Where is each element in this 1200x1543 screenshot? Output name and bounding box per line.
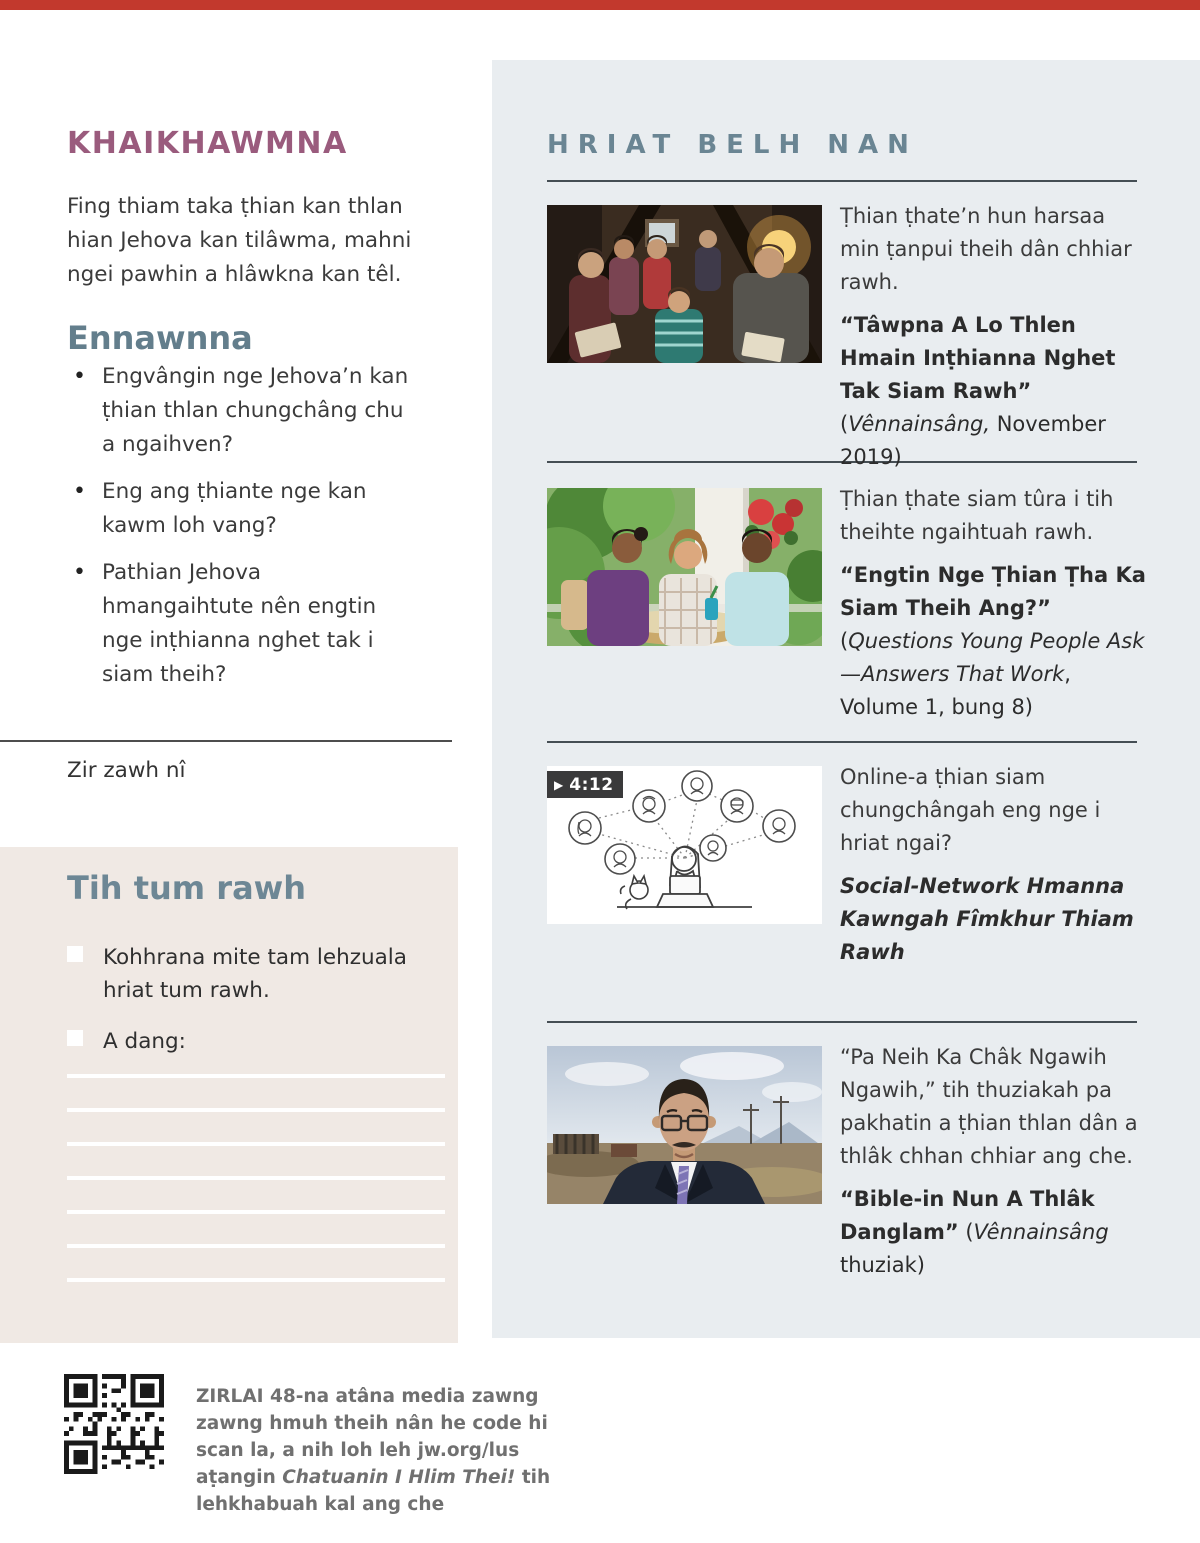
review-question: • Engvângin nge Jehova’n kan ṭhian thlan chungchâng chu a ngaihven? [67,360,417,462]
friends-cafe-photo [547,488,822,646]
writing-line[interactable] [67,1108,445,1112]
study-group-photo [547,205,822,363]
review-heading: Ennawnna [67,318,253,357]
item-instruction: Ṭhian ṭhate siam tûra i tih theihte ngaihtuah rawh. [840,487,1114,544]
shoulder-bag [561,580,589,630]
qr-instructions: ZIRLAI 48-na atâna media zawng zawng hmuh theih nân he code hi scan la, a nih loh leh jw.org/lus aṭangin Chatuanin I Hlim Thei! tih lehkhabuah kal ang che [196,1386,551,1515]
item-instruction: Ṭhian ṭhate’n hun harsaa min ṭanpui theih dân chhiar rawh. [840,204,1132,294]
writing-line[interactable] [67,1278,445,1282]
social-network-video-thumbnail[interactable] [547,766,822,924]
left-divider [0,740,452,742]
writing-line[interactable] [67,1074,445,1078]
review-question: • Pathian Jehova hmangaihtute nên engtin nge inṭhianna nghet tak i siam theih? [67,556,417,692]
writing-line[interactable] [67,1142,445,1146]
drink-glass [705,598,718,620]
more-info-item [840,1041,1148,1282]
goal-checkbox[interactable] [67,946,83,962]
goal-checkbox[interactable] [67,1030,83,1046]
bible-study-portrait-photo [547,1046,822,1204]
item-reference: “Engtin Nge Ṭhian Ṭha Ka Siam Theih Ang?” (Questions Young People Ask—Answers That Work, Volume 1, bung 8) [840,563,1146,719]
goal-label: A dang: [103,1029,186,1054]
video-duration-badge [547,771,623,798]
completion-date-label: Zir zawh nî [67,758,186,783]
qr-code [64,1374,164,1474]
review-questions [67,360,417,705]
goal-item [67,1025,407,1058]
item-reference: “Bible-in Nun A Thlâk Danglam” (Vênnainsâng thuziak) [840,1187,1109,1277]
goal-label: Kohhrana mite tam lehzuala hriat tum rawh. [103,945,407,1003]
more-info-heading: HRIAT BELH NAN [547,129,918,160]
section-rule [547,741,1137,743]
section-rule [547,180,1137,182]
writing-line[interactable] [67,1244,445,1248]
item-instruction: Online-a ṭhian siam chungchângah eng nge i hriat ngai? [840,765,1101,855]
goal-box [0,847,458,1343]
writing-line[interactable] [67,1176,445,1180]
more-info-item [840,483,1148,724]
item-reference: Social-Network Hmanna Kawngah Fîmkhur Thiam Rawh [840,874,1134,964]
summary-heading: KHAIKHAWMNA [67,126,348,162]
item-reference: “Tâwpna A Lo Thlen Hmain Inṭhianna Nghet Tak Siam Rawh” (Vênnainsâng, November 2019) [840,313,1116,469]
item-instruction: “Pa Neih Ka Châk Ngawih Ngawih,” tih thuziakah pa pakhatin a ṭhian thlan dân a thlâk chhan chhiar ang che. [840,1045,1138,1168]
top-red-bar [0,0,1200,10]
goal-heading: Tih tum rawh [67,869,306,907]
writing-line[interactable] [67,1210,445,1214]
study-group-illustration [547,205,822,363]
review-question: • Eng ang ṭhiante nge kan kawm loh vang? [67,475,417,543]
summary-text: Fing thiam taka ṭhian kan thlan hian Jehova kan tilâwma, mahni ngei pawhin a hlâwkna kan têl. [67,193,412,287]
goal-item [67,941,407,1007]
more-info-item [840,761,1148,969]
more-info-item [840,200,1148,474]
play-icon: ▶ [554,777,564,792]
section-rule [547,1021,1137,1023]
video-duration: 4:12 [569,774,614,795]
portrait-illustration [547,1046,822,1204]
friends-cafe-illustration [547,488,822,646]
